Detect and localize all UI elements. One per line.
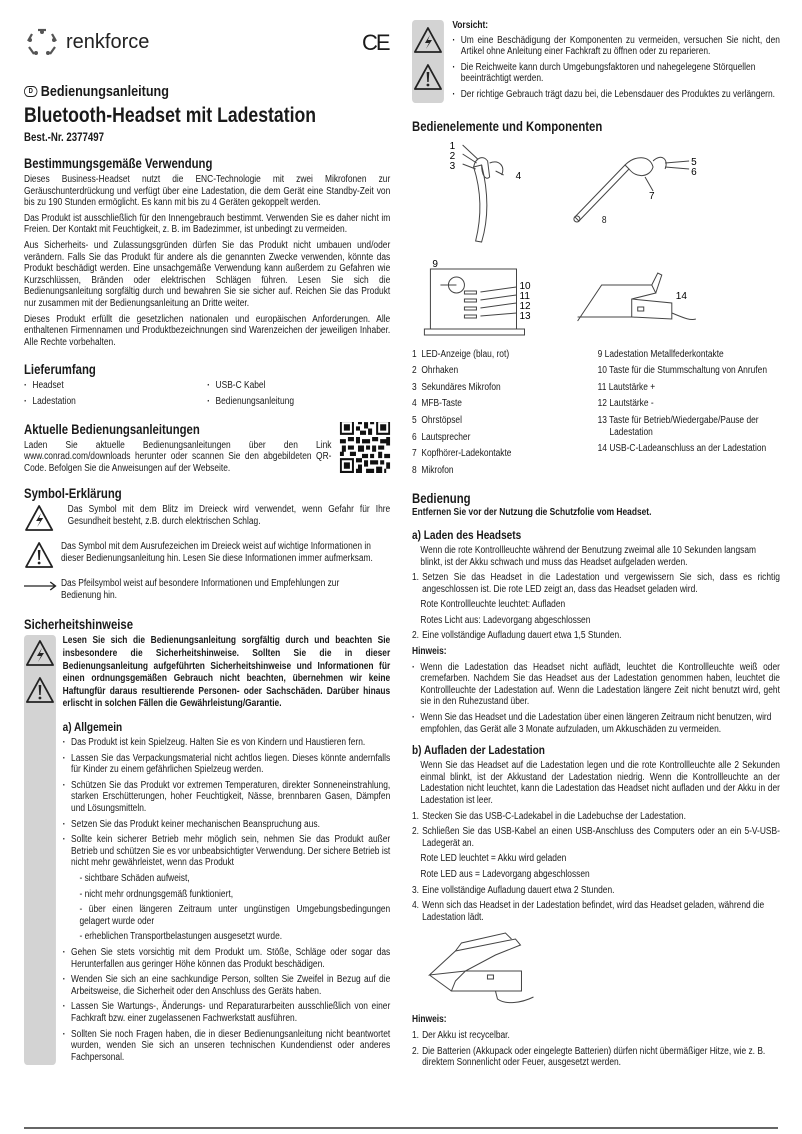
caution-bullet: · Die Reichweite kann durch Umgebungsfaktoren und nahegelegene Störquellen beeinträchtigt werden. xyxy=(452,62,780,85)
symbol-arrow-text: Das Pfeilsymbol weist auf besondere Informationen und Empfehlungen zur Bedienung hin. xyxy=(60,578,340,601)
downloads-link[interactable]: www.conrad.com/downloads xyxy=(24,451,131,463)
safety-bullet: · Lassen Sie Wartungs-, Änderungs- und Reparaturarbeiten ausschließlich von einer Fachkraft bzw. einer zugelassenen Fachwerkstatt ausführen. xyxy=(63,1001,391,1024)
caution-bullet: · Um eine Beschädigung der Komponenten zu vermeiden, versuchen Sie nicht, den Artikel ohne Anleitung einer Fachkraft zu öffnen oder zu reparieren. xyxy=(452,35,780,58)
step-number: 1. xyxy=(412,572,420,584)
component-item: 13 Taste für Betrieb/Wiedergabe/Pause der Ladestation xyxy=(597,414,759,438)
step xyxy=(412,572,780,595)
lightning-warning-icon xyxy=(24,504,54,532)
intended-use-paragraph: Dieses Business-Headset nutzt die ENC-Technologie mit zwei Mikrofonen zur Geräuschunterdrückung und verfügt über eine Ladestation, die dem Gerät eine Standby-Zeit von bis zu 190 Stunden ermöglicht. Es kann mit bis zu 4 Geräten gekoppelt werden. xyxy=(24,174,391,209)
lightning-warning-icon xyxy=(413,26,443,54)
callout-3: 3 xyxy=(449,160,456,172)
safety-heading: Sicherheitshinweise xyxy=(24,617,134,633)
charging-headset-intro: Wenn die rote Kontrollleuchte während der Benutzung zweimal alle 10 Sekunden langsam blinkt, ist der Akku schwach und muss das Headset aufgeladen werden. xyxy=(420,544,756,568)
germany-language-icon: D xyxy=(24,86,37,97)
step-number: 4. xyxy=(412,900,420,912)
intended-use-paragraph: Aus Sicherheits- und Zulassungsgründen dürfen Sie das Produkt nicht umbauen und/oder verändern. Falls Sie das Produkt für andere als die genannten Zwecke verwenden, könnte das Produkt beschädigt werden. Eine unsachgemäße Verwendung kann außerdem zu Gefahren wie Kurzschlüssen, Bränden oder elektrischen Schlägen führen. Lesen Sie sich die Bedienungsanleitung sorgfältig durch und bewahren Sie sie sicher auf. Reichen Sie das Produkt nur zusammen mit der Bedienungsanleitung an Dritte weiter. xyxy=(24,239,391,309)
general-heading: a) Allgemein xyxy=(62,720,123,735)
step-number: 2. xyxy=(412,1045,420,1057)
caution-heading: Vorsicht: xyxy=(452,20,489,31)
led-state: Rotes Licht aus: Ladevorgang abgeschlossen xyxy=(420,614,591,626)
safety-bullet: · Schützen Sie das Produkt vor extremen Temperaturen, direkter Sonneneinstrahlung, starken Erschütterungen, hoher Feuchtigkeit, Nässe, brennbaren Gasen, Dämpfen und Lösungsmitteln. xyxy=(63,780,391,815)
safety-bullet: · Gehen Sie stets vorsichtig mit dem Produkt um. Stöße, Schläge oder sogar das Herunterfallen aus geringer Höhe können das Produkt beschädigen. xyxy=(63,947,391,970)
component-item: 9 Ladestation Metallfederkontakte xyxy=(597,348,724,360)
note-heading: Hinweis: xyxy=(412,646,447,658)
led-state: Rote LED leuchtet = Akku wird geladen xyxy=(420,853,567,865)
step-text: Wenn sich das Headset in der Ladestation befindet, wird das Headset geladen, während die Ladestation lädt. xyxy=(422,900,765,923)
intended-use-paragraph: Das Produkt ist ausschließlich für den Innengebrauch bestimmt. Verwenden Sie es daher nicht im Freien. Der Kontakt mit Feuchtigkeit, z. B. im Badezimmer, ist unbedingt zu vermeiden. xyxy=(24,212,391,236)
step-text: Eine vollständige Aufladung dauert etwa 1,5 Stunden. xyxy=(422,630,622,642)
step-text: Schließen Sie das USB-Kabel an einen USB-Anschluss des Computers oder an ein 5-V-USB-Ladegerät an. xyxy=(422,826,780,849)
component-item: 10 Taste für die Stummschaltung von Anrufen xyxy=(597,365,767,377)
safety-intro: Lesen Sie sich die Bedienungsanleitung sorgfältig durch und beachten Sie insbesondere die Sicherheitshinweise. Sollten Sie die in dieser Bedienungsanleitung aufgeführten Sicherheitshinweise und Informationen für einen ordnungsgemäßen Gebrauch nicht beachten, übernehmen wir keine Haftungfür daraus resultierende Personen- oder Sachschäden. Darüber hinaus erlischt in solchen Fällen die Gewährleistung/Garantie. xyxy=(62,635,391,710)
callout-6: 6 xyxy=(691,166,697,178)
step xyxy=(412,811,780,823)
safety-section xyxy=(24,617,390,1065)
caution-bullet: · Der richtige Gebrauch trägt dazu bei, die Lebensdauer des Produktes zu verlängern. xyxy=(452,89,780,101)
headset-in-station-figure xyxy=(425,931,535,1006)
operation-heading: Bedienung xyxy=(412,491,471,507)
right-column xyxy=(412,0,780,1073)
component-item: 6 Lautsprecher xyxy=(412,431,471,443)
step xyxy=(412,630,780,642)
left-column xyxy=(24,0,390,1065)
condition-item: - sichtbare Schäden aufweist, xyxy=(79,872,190,884)
final-note xyxy=(412,1046,780,1069)
callout-8: 8 xyxy=(601,214,607,226)
page-title: Bluetooth-Headset mit Ladestation xyxy=(24,104,317,127)
step-number: 2. xyxy=(412,630,420,642)
charging-station-side-figure xyxy=(572,269,712,333)
safety-bullet: · Setzen Sie das Produkt keiner mechanischen Beanspruchung aus. xyxy=(63,819,391,831)
components-list xyxy=(412,349,780,482)
step-text: Eine vollständige Aufladung dauert etwa 2 Stunden. xyxy=(422,884,615,896)
charging-station-heading: b) Aufladen der Ladestation xyxy=(412,743,545,758)
component-item: 8 Mikrofon xyxy=(412,464,454,476)
component-item: 4 MFB-Taste xyxy=(412,398,462,410)
order-number: Best.-Nr. 2377497 xyxy=(24,132,105,144)
scope-item: · USB-C Kabel xyxy=(207,380,390,392)
header-block xyxy=(24,83,390,145)
manuals-text-start: Laden Sie aktuelle Bedienungsanleitungen über den Link xyxy=(24,439,332,451)
component-item: 11 Lautstärke + xyxy=(597,381,656,393)
note-bullet: · Wenn die Ladestation das Headset nicht auflädt, leuchtet die Kontrollleuchte weiß oder cremefarben. Nachdem Sie das Headset aus der Ladestation genommen haben, leuchtet die Kontrollleuchte der Ladestation auf. Wenn die Ladestation längere Zeit nicht benutzt wird, geht sie in den Ruhezustand über. xyxy=(412,662,780,708)
scope-item: · Headset xyxy=(24,380,207,392)
document-type-label: Bedienungsanleitung xyxy=(40,83,169,100)
footer-divider xyxy=(24,1127,778,1129)
symbol-exclamation-text: Das Symbol mit dem Ausrufezeichen im Dreieck weist auf wichtige Informationen in dieser Bedienungsanleitung hin. Lesen Sie diese Informationen immer aufmerksam. xyxy=(60,541,373,564)
charging-headset-heading: a) Laden des Headsets xyxy=(412,527,522,542)
headset-side-figure xyxy=(565,145,705,227)
operation-section xyxy=(412,491,780,735)
callout-4: 4 xyxy=(515,170,522,182)
caution-section xyxy=(412,20,780,103)
safety-bullet: · Wenden Sie sich an eine sachkundige Person, sollten Sie Zweifel in Bezug auf die Arbeitsweise, die Sicherheit oder den Anschluss des Geräts haben. xyxy=(63,974,391,997)
charging-station-intro: Wenn Sie das Headset auf die Ladestation legen und die rote Kontrollleuchte alle 2 Sekunden einmal blinkt, ist der Akkustand der Ladestation niedrig. Wenn die Kontrollleuchte an der Ladestation nicht leuchtet, kann die Ladestation das Headset nicht aufladen und der Akku in der Ladestation ist leer. xyxy=(420,760,780,806)
step-number: 2. xyxy=(412,826,420,838)
intended-use-heading: Bestimmungsgemäße Verwendung xyxy=(24,156,213,171)
callout-10: 10 xyxy=(519,280,531,292)
callout-2: 2 xyxy=(449,150,456,162)
qr-code xyxy=(340,422,390,473)
symbol-exclamation-row xyxy=(24,541,390,574)
manuals-text xyxy=(24,440,390,475)
symbols-heading: Symbol-Erklärung xyxy=(24,486,122,502)
scope-item: · Bedienungsanleitung xyxy=(207,396,390,408)
symbols-section xyxy=(24,486,390,601)
remove-film-note: Entfernen Sie vor der Nutzung die Schutzfolie vom Headset. xyxy=(412,507,652,519)
callout-13: 13 xyxy=(519,310,531,322)
manuals-text-end: herunter oder scannen Sie den abgebildeten QR-Code. Befolgen Sie die Anweisungen auf der Webseite. xyxy=(24,451,332,474)
charging-station-top-figure xyxy=(420,257,540,339)
ce-mark: CE xyxy=(362,30,389,55)
intended-use-section xyxy=(24,156,390,348)
callout-1: 1 xyxy=(449,140,456,152)
exclamation-warning-icon xyxy=(25,676,55,704)
note-heading: Hinweis: xyxy=(412,1014,447,1026)
safety-bullet: · Sollten Sie noch Fragen haben, die in dieser Bedienungsanleitung nicht beantwortet wurden, wenden Sie sich an unseren technischen Kundendienst oder anderes Fachpersonal. xyxy=(63,1029,391,1064)
led-state: Rote LED aus = Ladevorgang abgeschlossen xyxy=(420,868,590,880)
step-text: Setzen Sie das Headset in die Ladestation und vergewissern Sie sich, dass es richtig angeschlossen ist. Die rote LED zeigt an, dass das Headset geladen wird. xyxy=(422,572,780,595)
scope-item: · Ladestation xyxy=(24,396,207,408)
step-number: 3. xyxy=(412,884,420,896)
safety-bullet: · Lassen Sie das Verpackungsmaterial nicht achtlos liegen. Dieses könnte andernfalls für Kinder zu einem gefährlichen Spielzeug werden. xyxy=(63,753,391,776)
caution-list xyxy=(452,35,780,101)
final-note-text: Die Batterien (Akkupack oder eingelegte Batterien) dürfen nicht übermäßiger Hitze, wie z. B. direktem Sonnenlicht oder Feuer, ausgesetzt werden. xyxy=(422,1045,766,1069)
step-number: 1. xyxy=(412,1029,420,1041)
condition-item: - erheblichen Transportbelastungen ausgesetzt wurde. xyxy=(79,931,283,943)
component-item: 3 Sekundäres Mikrofon xyxy=(412,381,501,393)
callout-7: 7 xyxy=(649,190,655,202)
condition-item: - über einen längeren Zeitraum unter ungünstigen Umgebungsbedingungen gelagert wurde oder xyxy=(79,904,391,927)
safety-bullet xyxy=(63,834,391,943)
scope-heading: Lieferumfang xyxy=(24,362,96,378)
arrow-right-icon xyxy=(24,581,58,591)
document-type xyxy=(24,83,390,100)
component-item: 5 Ohrstöpsel xyxy=(412,414,462,426)
component-item: 2 Ohrhaken xyxy=(412,365,459,377)
components-figures xyxy=(412,137,780,349)
step xyxy=(412,900,780,923)
callout-9: 9 xyxy=(432,258,438,270)
safety-icon-bar xyxy=(24,635,56,1065)
callout-5: 5 xyxy=(691,156,697,168)
manuals-section xyxy=(24,422,390,475)
step xyxy=(412,826,780,849)
caution-icon-bar xyxy=(412,20,444,103)
callout-12: 12 xyxy=(519,300,531,312)
final-notes-section xyxy=(412,1014,780,1068)
manuals-heading: Aktuelle Bedienungsanleitungen xyxy=(24,421,200,437)
scope-section xyxy=(24,362,390,411)
callout-14: 14 xyxy=(675,290,687,302)
led-state: Rote Kontrollleuchte leuchtet: Aufladen xyxy=(420,599,566,611)
final-note xyxy=(412,1030,780,1042)
condition-item: - nicht mehr ordnungsgemäß funktioniert, xyxy=(79,888,234,900)
component-item: 1 LED-Anzeige (blau, rot) xyxy=(412,348,510,360)
step-text: Stecken Sie das USB-C-Ladekabel in die Ladebuchse der Ladestation. xyxy=(422,810,686,822)
safety-bullet: · Das Produkt ist kein Spielzeug. Halten Sie es von Kindern und Haustieren fern. xyxy=(63,737,391,749)
general-safety-list xyxy=(63,737,391,1063)
component-item: 7 Kopfhörer-Ladekontakte xyxy=(412,448,512,460)
component-item: 14 USB-C-Ladeanschluss an der Ladestation xyxy=(597,443,767,455)
component-item: 12 Lautstärke - xyxy=(597,398,654,410)
note-bullet: · Wenn Sie das Headset und die Ladestation über einen längeren Zeitraum nicht benutzen, wird empfohlen, das Gerät alle 3 Monate aufzuladen, um Akkuschäden zu vermeiden. xyxy=(412,712,780,735)
step xyxy=(412,885,780,897)
components-heading: Bedienelemente und Komponenten xyxy=(412,118,603,134)
exclamation-warning-icon xyxy=(24,541,54,569)
symbol-lightning-text: Das Symbol mit dem Blitz im Dreieck wird verwendet, wenn Gefahr für Ihre Gesundheit besteht, z.B. durch elektrischen Schlag. xyxy=(67,504,391,527)
headset-front-figure xyxy=(430,137,530,245)
charging-station-section xyxy=(412,743,780,923)
final-note-text: Der Akku ist recycelbar. xyxy=(422,1029,510,1041)
exclamation-warning-icon xyxy=(413,63,443,91)
lightning-warning-icon xyxy=(25,639,55,667)
safety-bullet-text: Sollte kein sicherer Betrieb mehr möglich sein, nehmen Sie das Produkt außer Betrieb und schützen Sie es vor unbeabsichtigter Verwendung. Der sichere Betrieb ist nicht mehr gewährleistet, wenn das Produkt xyxy=(71,834,391,869)
intended-use-paragraph: Dieses Produkt erfüllt die gesetzlichen nationalen und europäischen Anforderungen. Alle enthaltenen Firmennamen und Produktbezeichnungen sind Warenzeichen der jeweiligen Inhaber. Alle Rechte vorbehalten. xyxy=(24,313,391,348)
callout-11: 11 xyxy=(519,290,530,302)
step-number: 1. xyxy=(412,810,420,822)
symbol-arrow-row xyxy=(24,578,390,601)
symbol-lightning-row xyxy=(24,504,390,537)
brand-name: renkforce xyxy=(66,30,150,53)
